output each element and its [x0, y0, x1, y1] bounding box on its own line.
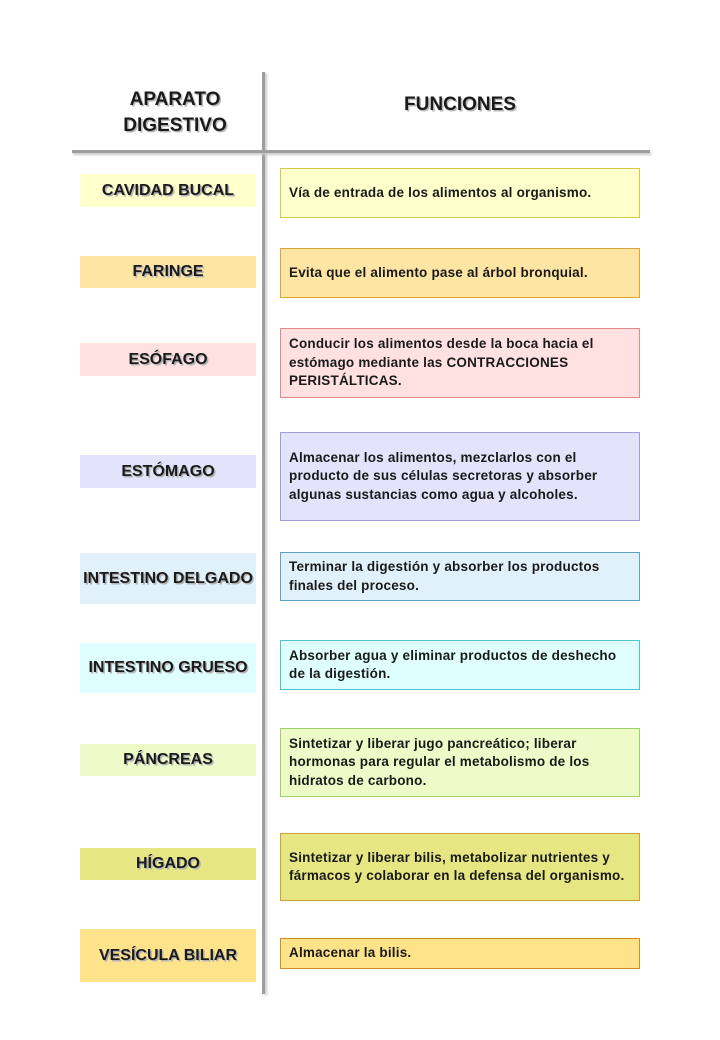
organ-faringe: FARINGE — [80, 256, 256, 288]
organ-vesicula-biliar: VESÍCULA BILIAR — [80, 929, 256, 982]
organ-pancreas: PÁNCREAS — [80, 744, 256, 776]
function-cavidad-bucal: Vía de entrada de los alimentos al organismo. — [280, 168, 640, 218]
function-faringe: Evita que el alimento pase al árbol bronquial. — [280, 248, 640, 298]
organ-higado: HÍGADO — [80, 848, 256, 880]
header-funciones: FUNCIONES — [404, 94, 516, 115]
organ-esofago: ESÓFAGO — [80, 343, 256, 376]
function-esofago: Conducir los alimentos desde la boca hacia el estómago mediante las CONTRACCIONES PERISTÁLTICAS. — [280, 328, 640, 398]
function-higado: Sintetizar y liberar bilis, metabolizar nutrientes y fármacos y colaborar en la defensa del organismo. — [280, 833, 640, 901]
organ-intestino-grueso: INTESTINO GRUESO — [80, 643, 256, 693]
vertical-divider — [262, 72, 265, 994]
function-pancreas: Sintetizar y liberar jugo pancreático; liberar hormonas para regular el metabolismo de los hidratos de carbono. — [280, 728, 640, 797]
header-aparato-digestivo: APARATO DIGESTIVO — [123, 89, 227, 136]
function-intestino-delgado: Terminar la digestión y absorber los productos finales del proceso. — [280, 552, 640, 601]
organ-intestino-delgado: INTESTINO DELGADO — [80, 553, 256, 604]
function-vesicula-biliar: Almacenar la bilis. — [280, 938, 640, 969]
function-intestino-grueso: Absorber agua y eliminar productos de deshecho de la digestión. — [280, 640, 640, 690]
function-estomago: Almacenar los alimentos, mezclarlos con el producto de sus células secretoras y absorber algunas sustancias como agua y alcoholes. — [280, 432, 640, 521]
organ-estomago: ESTÓMAGO — [80, 455, 256, 488]
organ-cavidad-bucal: CAVIDAD BUCAL — [80, 174, 256, 207]
horizontal-divider — [72, 150, 650, 153]
